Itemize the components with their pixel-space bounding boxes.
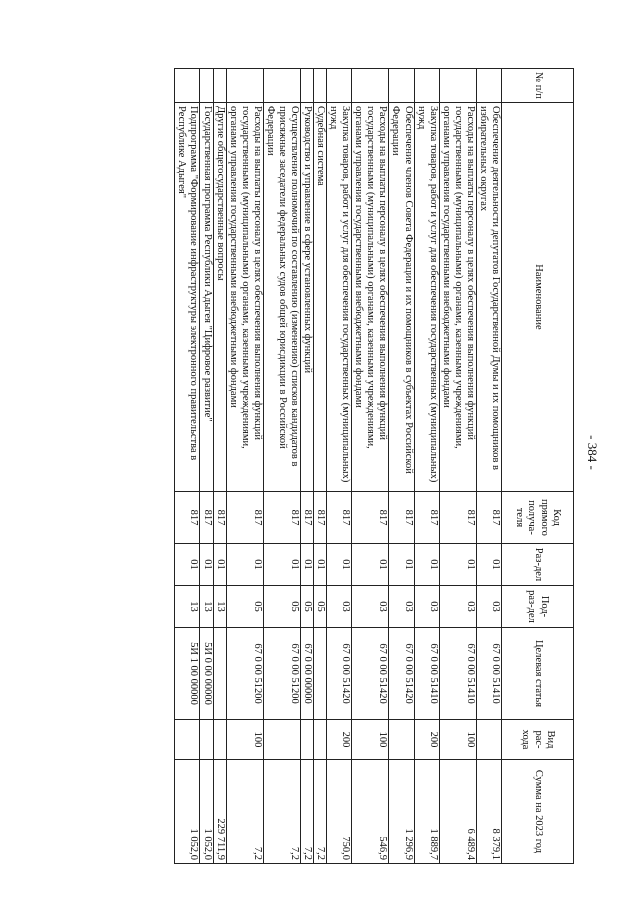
cell-num	[414, 69, 439, 103]
cell-podrazdel: 03	[476, 586, 501, 628]
table-row	[175, 69, 200, 864]
cell-vid	[263, 720, 300, 760]
table-row	[414, 69, 439, 864]
cell-celevaya: 67 0 00 51420	[352, 628, 389, 720]
cell-sum: 1 052,0	[175, 760, 200, 864]
cell-celevaya: 67 0 00 51200	[226, 628, 263, 720]
cell-razdel: 01	[175, 544, 200, 586]
cell-sum: 546,9	[352, 760, 389, 864]
table-header-row	[502, 69, 574, 864]
cell-name: Расходы на выплаты персоналу в целях обеспечения выполнения функций государственными (муниципальными) органами, казенными учреждениями, органами управления государственными внебюджетными фондами	[226, 103, 263, 492]
table-row	[439, 69, 476, 864]
table-row	[301, 69, 314, 864]
cell-vid: 200	[414, 720, 439, 760]
cell-name: Руководство и управление в сфере установленных функций	[301, 103, 314, 492]
cell-razdel: 01	[263, 544, 300, 586]
cell-vid	[314, 720, 327, 760]
cell-code: 817	[213, 492, 226, 544]
cell-sum: 750,0	[327, 760, 352, 864]
cell-name: Осуществление полномочий по составлению (изменению) списков кандидатов в присяжные заседатели федеральных судов общей юрисдикции в Российской Федерации	[263, 103, 300, 492]
budget-table	[174, 68, 574, 864]
cell-code: 817	[476, 492, 501, 544]
header-razdel: Раз-дел	[502, 544, 574, 586]
cell-name: Закупка товаров, работ и услуг для обеспечения государственных (муниципальных) нужд	[414, 103, 439, 492]
cell-podrazdel: 03	[352, 586, 389, 628]
cell-razdel: 01	[414, 544, 439, 586]
table-row	[327, 69, 352, 864]
cell-vid	[213, 720, 226, 760]
table-row	[226, 69, 263, 864]
cell-num	[175, 69, 200, 103]
cell-sum: 1 889,7	[414, 760, 439, 864]
cell-vid: 100	[226, 720, 263, 760]
cell-num	[439, 69, 476, 103]
cell-num	[301, 69, 314, 103]
cell-code: 817	[389, 492, 414, 544]
cell-podrazdel: 13	[200, 586, 213, 628]
cell-code: 817	[327, 492, 352, 544]
cell-code: 817	[226, 492, 263, 544]
cell-num	[226, 69, 263, 103]
cell-podrazdel: 03	[327, 586, 352, 628]
table-row	[352, 69, 389, 864]
cell-sum: 1 052,0	[200, 760, 213, 864]
cell-podrazdel: 03	[389, 586, 414, 628]
cell-num	[352, 69, 389, 103]
cell-sum: 1 296,9	[389, 760, 414, 864]
cell-celevaya	[314, 628, 327, 720]
cell-celevaya: 5И 0 00 00000	[200, 628, 213, 720]
cell-razdel: 01	[200, 544, 213, 586]
header-sum: Сумма на 2023 год	[502, 760, 574, 864]
cell-code: 817	[263, 492, 300, 544]
header-num: № п/п	[502, 69, 574, 103]
table-row	[213, 69, 226, 864]
table-row	[476, 69, 501, 864]
cell-vid	[389, 720, 414, 760]
header-code: Код прямого получа-теля	[502, 492, 574, 544]
table-row	[389, 69, 414, 864]
cell-num	[314, 69, 327, 103]
cell-celevaya: 5И 1 00 00000	[175, 628, 200, 720]
cell-celevaya: 67 0 00 51420	[327, 628, 352, 720]
cell-razdel: 01	[301, 544, 314, 586]
cell-podrazdel: 05	[263, 586, 300, 628]
cell-code: 817	[352, 492, 389, 544]
cell-razdel: 01	[439, 544, 476, 586]
cell-vid	[200, 720, 213, 760]
cell-podrazdel: 03	[439, 586, 476, 628]
cell-code: 817	[200, 492, 213, 544]
cell-celevaya: 67 0 00 51200	[263, 628, 300, 720]
cell-vid: 200	[327, 720, 352, 760]
cell-sum: 8 379,1	[476, 760, 501, 864]
cell-celevaya: 67 0 00 51410	[476, 628, 501, 720]
cell-celevaya: 67 0 00 51410	[439, 628, 476, 720]
cell-razdel: 01	[314, 544, 327, 586]
cell-sum: 229 711,9	[213, 760, 226, 864]
header-celevaya: Целевая статья	[502, 628, 574, 720]
cell-razdel: 01	[327, 544, 352, 586]
cell-razdel: 01	[389, 544, 414, 586]
cell-podrazdel: 13	[213, 586, 226, 628]
cell-num	[200, 69, 213, 103]
cell-razdel: 01	[213, 544, 226, 586]
cell-code: 817	[314, 492, 327, 544]
cell-name: Расходы на выплаты персоналу в целях обеспечения выполнения функций государственными (муниципальными) органами, казенными учреждениями, органами управления государственными внебюджетными фондами	[352, 103, 389, 492]
cell-celevaya: 67 0 00 00000	[301, 628, 314, 720]
cell-num	[213, 69, 226, 103]
cell-sum: 6 489,4	[439, 760, 476, 864]
header-podrazdel: Под-раз-дел	[502, 586, 574, 628]
table-row	[263, 69, 300, 864]
table-row	[200, 69, 213, 864]
cell-vid	[175, 720, 200, 760]
cell-sum: 7,2	[263, 760, 300, 864]
cell-name: Судебная система	[314, 103, 327, 492]
page-number: - 384 -	[585, 435, 600, 470]
cell-celevaya: 67 0 00 51410	[414, 628, 439, 720]
cell-name: Закупка товаров, работ и услуг для обеспечения государственных (муниципальных) нужд	[327, 103, 352, 492]
cell-name: Обеспечение членов Совета Федерации и их помощников в субъектах Российской Федерации	[389, 103, 414, 492]
header-name: Наименование	[502, 103, 574, 492]
cell-code: 817	[301, 492, 314, 544]
cell-name: Другие общегосударственные вопросы	[213, 103, 226, 492]
header-vid: Вид рас-хода	[502, 720, 574, 760]
cell-num	[327, 69, 352, 103]
cell-celevaya: 67 0 00 51420	[389, 628, 414, 720]
cell-razdel: 01	[476, 544, 501, 586]
cell-celevaya	[213, 628, 226, 720]
table-body	[175, 69, 502, 864]
table-row	[314, 69, 327, 864]
cell-vid: 100	[439, 720, 476, 760]
cell-podrazdel: 03	[414, 586, 439, 628]
cell-sum: 7,2	[226, 760, 263, 864]
cell-sum: 7,2	[314, 760, 327, 864]
cell-name: Государственная программа Республики Адыгея "Цифровое развитие"	[200, 103, 213, 492]
cell-podrazdel: 05	[226, 586, 263, 628]
cell-code: 817	[439, 492, 476, 544]
cell-name: Обеспечение деятельности депутатов Государственной Думы и их помощников в избирательных округах	[476, 103, 501, 492]
cell-num	[476, 69, 501, 103]
cell-name: Подпрограмма "Формирование инфраструктуры электронного правительства в Республике Адыгея"	[175, 103, 200, 492]
cell-vid	[476, 720, 501, 760]
cell-num	[263, 69, 300, 103]
cell-vid	[301, 720, 314, 760]
cell-sum: 7,2	[301, 760, 314, 864]
cell-podrazdel: 05	[314, 586, 327, 628]
cell-podrazdel: 13	[175, 586, 200, 628]
cell-vid: 100	[352, 720, 389, 760]
cell-razdel: 01	[226, 544, 263, 586]
cell-podrazdel: 05	[301, 586, 314, 628]
cell-razdel: 01	[352, 544, 389, 586]
cell-code: 817	[414, 492, 439, 544]
cell-num	[389, 69, 414, 103]
cell-code: 817	[175, 492, 200, 544]
cell-name: Расходы на выплаты персоналу в целях обеспечения выполнения функций государственными (муниципальными) органами, казенными учреждениями, органами управления государственными внебюджетными фондами	[439, 103, 476, 492]
